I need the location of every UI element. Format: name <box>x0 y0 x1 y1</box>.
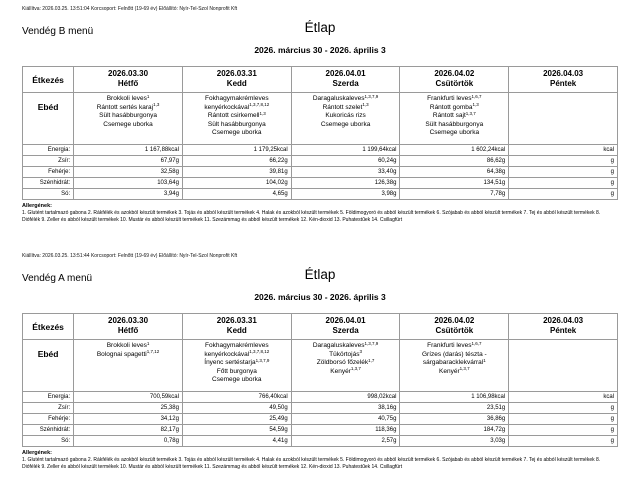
day-name: Szerda <box>332 79 359 88</box>
day-name: Kedd <box>226 326 247 335</box>
dish-name: Sült hasábburgonya <box>99 112 157 119</box>
nutrition-label: Zsír: <box>23 403 74 414</box>
nutrition-value: 34,12g <box>74 414 183 425</box>
day-date: 2026.03.31 <box>216 316 257 325</box>
dish-name: Kukoricás rizs <box>325 112 366 119</box>
nutrition-value: g <box>509 156 618 167</box>
dish-name: Fokhagymakrémleves kenyérkockával$^{1,3,7,8,12}$ <box>204 95 270 111</box>
table-header-row <box>23 314 618 340</box>
day-date: 2026.03.31 <box>216 69 257 78</box>
nutrition-value: 103,64g <box>74 178 183 189</box>
dish-name: Rántott szelet$^{1,3}$ <box>322 102 369 111</box>
dish-name: Csemege uborka <box>212 376 262 383</box>
nutrition-value: 998,02kcal <box>291 392 400 403</box>
dish-name: Daragaluskaleves$^{1,3,7,9}$ <box>312 93 379 102</box>
nutrition-value: 1 199,64kcal <box>291 145 400 156</box>
dish-name: Csemege uborka <box>429 129 480 136</box>
title-row <box>22 18 618 38</box>
title-row <box>22 265 618 285</box>
nutrition-value: 184,72g <box>400 425 509 436</box>
day-column-header <box>509 67 618 93</box>
allergen-ref: 1,3,7,8,12 <box>249 349 270 354</box>
dish-name: Fokhagymakrémleves kenyérkockával$^{1,3,7,8,12}$ <box>204 342 270 358</box>
nutrition-label: Energia: <box>23 392 74 403</box>
day-name: Csütörtök <box>435 326 474 335</box>
day-date: 2026.04.01 <box>325 69 366 78</box>
allergen-ref: 1,3 <box>472 102 479 107</box>
day-column-header <box>509 314 618 340</box>
nutrition-value: 25,49g <box>182 414 291 425</box>
nutrition-value: 766,40kcal <box>182 392 291 403</box>
nutrition-value: 4,41g <box>182 436 291 447</box>
nutrition-value: 40,75g <box>291 414 400 425</box>
allergen-ref: 1 <box>483 357 486 363</box>
nutrition-value: g <box>509 436 618 447</box>
menu-section-b <box>0 0 640 223</box>
day-column-header <box>291 314 400 340</box>
menu-dishes-cell <box>182 340 291 392</box>
dish-name: Főtt burgonya <box>216 367 257 375</box>
day-date: 2026.04.03 <box>543 69 584 78</box>
dish-name: Csemege uborka <box>212 129 262 136</box>
allergen-ref: 1 <box>146 93 150 99</box>
day-date: 2026.03.30 <box>108 69 149 78</box>
meal-row-header: Ebéd <box>23 93 74 145</box>
nutrition-value: 4,65g <box>182 189 291 200</box>
dish-name: Sült hasábburgonya <box>207 120 266 128</box>
nutrition-row <box>23 425 618 436</box>
allergen-ref: 1,3,7 <box>459 366 470 371</box>
allergen-ref: 1,3 <box>153 102 160 107</box>
day-name: Péntek <box>549 79 577 88</box>
issue-meta: Kiállítva: 2026.03.25. 13:51:04 Korcsoport: Felnőtt (19-69 év) Előállító: Nyír-Tel-Szol Nonprofit Kft <box>22 6 238 12</box>
allergen-ref: 1,6,7 <box>471 340 482 346</box>
dish-name: Grízes (darás) tészta - sárgabaracklekvárral$^1$ <box>422 350 487 366</box>
nutrition-row <box>23 178 618 189</box>
nutrition-label: Só: <box>23 189 74 200</box>
menu-name: Vendég A menü <box>22 273 93 284</box>
allergens-text: 1. Glutént tartalmazó gabona 2. Rákfélék és azokból készült termékek 3. Tojás és abból készült termékek 4. Halak és azokból készült termékek 5. Földimogyoró és abból készült termékek 6. Szójabab és abból készült termékek 7. Tej és abból készült termékek 8. Diófélék 9. Zeller és abból készült termékek 10. Mustár és abból készült termékek 11. Szezámmag és abból készült termékek 12. Kén-dioxid 13. Puhatestűek 14. Csillagfürt <box>22 457 601 470</box>
dish-name: Ínyenc sertéstarja$^{1,3,7,9}$ <box>204 357 270 366</box>
day-name: Szerda <box>332 326 359 335</box>
nutrition-value: 64,38g <box>400 167 509 178</box>
nutrition-value: 0,78g <box>74 436 183 447</box>
allergen-ref: 3 <box>359 349 362 354</box>
dish-name: Frankfurti leves$^{1,6,7}$ <box>427 93 482 102</box>
nutrition-value: g <box>509 178 618 189</box>
allergens-block <box>22 450 618 470</box>
nutrition-value: kcal <box>509 392 618 403</box>
dish-name: Daragaluskaleves$^{1,3,7,9}$ <box>312 340 379 349</box>
day-column-header <box>400 314 509 340</box>
nutrition-value: 3,98g <box>291 189 400 200</box>
menu-table <box>22 313 618 447</box>
allergen-ref: 1,7 <box>368 357 375 363</box>
nutrition-value: 39,81g <box>182 167 291 178</box>
nutrition-value: 134,51g <box>400 178 509 189</box>
nutrition-row <box>23 145 618 156</box>
nutrition-row <box>23 414 618 425</box>
nutrition-value: 54,59g <box>182 425 291 436</box>
dish-name: Rántott csirkemell$^{1,3}$ <box>207 110 266 119</box>
allergen-ref: 1,6,7 <box>471 93 482 99</box>
nutrition-value: 3,03g <box>400 436 509 447</box>
nutrition-value: 126,38g <box>291 178 400 189</box>
menu-dishes-cell <box>291 93 400 145</box>
date-range: 2026. március 30 - 2026. április 3 <box>254 292 386 302</box>
day-column-header <box>74 314 183 340</box>
dish-name: Rántott gomba$^{1,3}$ <box>429 102 479 111</box>
dish-name: Frankfurti leves$^{1,6,7}$ <box>427 340 482 349</box>
nutrition-value: 67,97g <box>74 156 183 167</box>
nutrition-label: Energia: <box>23 145 74 156</box>
day-date: 2026.04.02 <box>434 316 475 325</box>
nutrition-value: 1 106,98kcal <box>400 392 509 403</box>
menu-dishes-cell <box>509 93 618 145</box>
meal-row <box>23 93 618 145</box>
menu-dishes-cell <box>74 340 183 392</box>
menu-dishes-cell <box>182 93 291 145</box>
meal-row-header: Ebéd <box>23 340 74 392</box>
nutrition-value: 700,59kcal <box>74 392 183 403</box>
menu-dishes-cell <box>400 340 509 392</box>
date-range: 2026. március 30 - 2026. április 3 <box>254 45 386 55</box>
nutrition-row <box>23 436 618 447</box>
day-column-header <box>74 67 183 93</box>
nutrition-label: Szénhidrát: <box>23 178 74 189</box>
day-column-header <box>182 314 291 340</box>
nutrition-value: g <box>509 189 618 200</box>
allergen-ref: 1,3,7,8,12 <box>249 102 270 107</box>
page-title: Étlap <box>304 267 336 282</box>
nutrition-value: kcal <box>509 145 618 156</box>
allergen-ref: 1,3,7 <box>465 110 476 116</box>
allergen-ref: 1,3,7,9 <box>364 93 379 99</box>
allergens-title: Allergének: <box>22 203 52 209</box>
nutrition-value: 1 167,88kcal <box>74 145 183 156</box>
dish-name: Rántott sajt$^{1,3,7}$ <box>432 110 476 119</box>
day-date: 2026.04.03 <box>543 316 584 325</box>
nutrition-row <box>23 392 618 403</box>
day-date: 2026.04.01 <box>325 316 366 325</box>
allergens-block <box>22 203 618 223</box>
day-name: Péntek <box>549 326 577 335</box>
day-name: Hétfő <box>117 326 139 335</box>
menu-name: Vendég B menü <box>22 26 94 37</box>
menu-table <box>22 66 618 200</box>
nutrition-value: 25,38g <box>74 403 183 414</box>
nutrition-value: 1 602,24kcal <box>400 145 509 156</box>
nutrition-value: 118,36g <box>291 425 400 436</box>
nutrition-row <box>23 156 618 167</box>
nutrition-value: g <box>509 167 618 178</box>
nutrition-value: 23,51g <box>400 403 509 414</box>
menu-dishes-cell <box>291 340 400 392</box>
nutrition-value: 82,17g <box>74 425 183 436</box>
dish-name: Tükörtojás$^3$ <box>329 349 362 358</box>
allergen-ref: 1,3,7,9 <box>364 340 379 346</box>
dish-name: Zöldborsó főzelék$^{1,7}$ <box>316 357 375 366</box>
nutrition-value: g <box>509 425 618 436</box>
nutrition-value: 33,40g <box>291 167 400 178</box>
table-header-row <box>23 67 618 93</box>
day-name: Kedd <box>226 79 247 88</box>
meal-column-header: Étkezés <box>23 314 74 340</box>
nutrition-value: 38,16g <box>291 403 400 414</box>
nutrition-value: 86,62g <box>400 156 509 167</box>
issue-meta: Kiállítva: 2026.03.25. 13:51:44 Korcsoport: Felnőtt (19-69 év) Előállító: Nyír-Tel-Szol Nonprofit Kft <box>22 253 238 259</box>
dish-name: Brokkoli leves$^1$ <box>106 93 150 102</box>
dish-name: Rántott sertés karaj$^{1,3}$ <box>96 102 160 111</box>
day-column-header <box>291 67 400 93</box>
day-column-header <box>182 67 291 93</box>
nutrition-label: Fehérje: <box>23 167 74 178</box>
nutrition-value: 3,94g <box>74 189 183 200</box>
allergen-ref: 1,3 <box>259 110 266 116</box>
day-date: 2026.03.30 <box>108 316 149 325</box>
nutrition-value: 7,78g <box>400 189 509 200</box>
nutrition-value: g <box>509 403 618 414</box>
allergens-text: 1. Glutént tartalmazó gabona 2. Rákfélék és azokból készült termékek 3. Tojás és abból készült termékek 4. Halak és azokból készült termékek 5. Földimogyoró és abból készült termékek 6. Szójabab és abból készült termékek 7. Tej és abból készült termékek 8. Diófélék 9. Zeller és abból készült termékek 10. Mustár és abból készült termékek 11. Szezámmag és abból készült termékek 12. Kén-dioxid 13. Puhatestűek 14. Csillagfürt <box>22 210 601 223</box>
allergens-title: Allergének: <box>22 450 52 456</box>
menu-dishes-cell <box>509 340 618 392</box>
nutrition-label: Szénhidrát: <box>23 425 74 436</box>
menu-section-a <box>0 253 640 470</box>
menu-dishes-cell <box>400 93 509 145</box>
nutrition-value: 60,24g <box>291 156 400 167</box>
day-name: Csütörtök <box>435 79 474 88</box>
meal-column-header: Étkezés <box>23 67 74 93</box>
dish-name: Csemege uborka <box>320 120 371 128</box>
day-date: 2026.04.02 <box>434 69 475 78</box>
nutrition-value: 36,86g <box>400 414 509 425</box>
nutrition-value: 104,02g <box>182 178 291 189</box>
dish-name: Csemege uborka <box>103 120 153 128</box>
menu-dishes-cell <box>74 93 183 145</box>
dish-name: Sült hasábburgonya <box>425 120 484 128</box>
day-column-header <box>400 67 509 93</box>
nutrition-label: Zsír: <box>23 156 74 167</box>
page-title: Étlap <box>304 20 336 35</box>
nutrition-value: 32,58g <box>74 167 183 178</box>
nutrition-value: 49,50g <box>182 403 291 414</box>
dish-name: Brokkoli leves$^1$ <box>106 340 150 349</box>
allergen-ref: 1,3,7,9 <box>255 357 270 363</box>
nutrition-row <box>23 189 618 200</box>
nutrition-value: 1 179,25kcal <box>182 145 291 156</box>
nutrition-row <box>23 167 618 178</box>
allergen-ref: 1,7,12 <box>146 349 160 354</box>
allergen-ref: 1,3,7 <box>350 366 361 371</box>
allergen-ref: 1,3 <box>362 102 369 107</box>
nutrition-row <box>23 403 618 414</box>
dish-name: Bolognai spagetti$^{1,7,12}$ <box>96 349 160 358</box>
nutrition-label: Fehérje: <box>23 414 74 425</box>
day-name: Hétfő <box>117 79 139 88</box>
dish-name: Kenyér$^{1,3,7}$ <box>439 366 470 375</box>
nutrition-value: 2,57g <box>291 436 400 447</box>
nutrition-value: 66,22g <box>182 156 291 167</box>
meal-row <box>23 340 618 392</box>
allergen-ref: 1 <box>146 340 150 346</box>
nutrition-label: Só: <box>23 436 74 447</box>
dish-name: Kenyér$^{1,3,7}$ <box>330 366 361 375</box>
nutrition-value: g <box>509 414 618 425</box>
